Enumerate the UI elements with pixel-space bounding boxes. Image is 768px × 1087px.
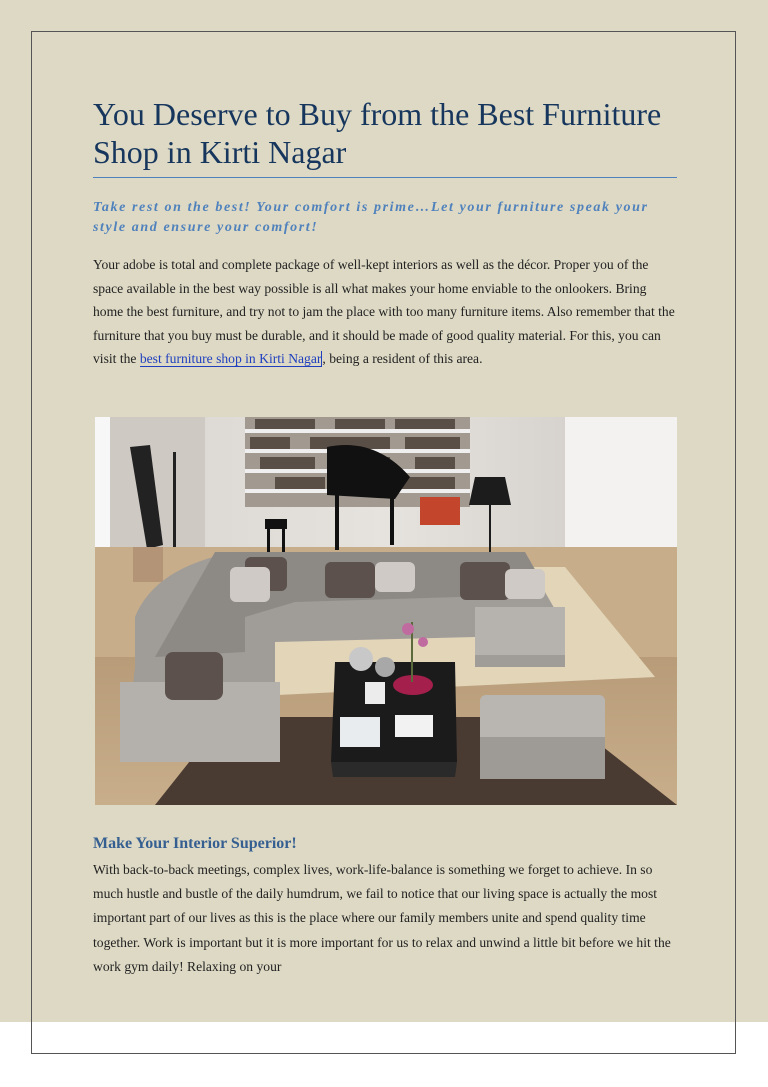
document-title: You Deserve to Buy from the Best Furniture Shop in Kirti Nagar	[93, 96, 662, 170]
document-content	[93, 95, 677, 371]
intro-text-after: , being a resident of this area.	[322, 351, 483, 366]
intro-paragraph	[93, 253, 677, 371]
section-paragraph: With back-to-back meetings, complex lives, work-life-balance is something we forget to achieve. In so much hustle and bustle of the daily humdrum, we fail to notice that our living space is actually the most important part of our lives as this is the place where our family members unite and spend quality time together. Work is important but it is more important for us to relax and unwind a little bit before we hit the work gym daily! Relaxing on your	[93, 862, 671, 974]
furniture-shop-link[interactable]: best furniture shop in Kirti Nagar	[139, 351, 322, 366]
living-room-photo	[95, 417, 677, 805]
title-divider	[93, 177, 677, 178]
section-heading: Make Your Interior Superior!	[93, 835, 297, 852]
intro-text-before: Your adobe is total and complete package of well-kept interiors as well as the décor. Proper you of the space available in the best way possible is all what makes your home enviable to the onlookers. Bring home the best furniture, and try not to jam the place with too many furniture items. Also remember that the furniture that you buy must be durable, and it should be made of good quality material. For this, you can visit the	[93, 257, 675, 366]
document-subtitle: Take rest on the best! Your comfort is prime…Let your furniture speak your style and ensure your comfort!	[93, 200, 649, 235]
